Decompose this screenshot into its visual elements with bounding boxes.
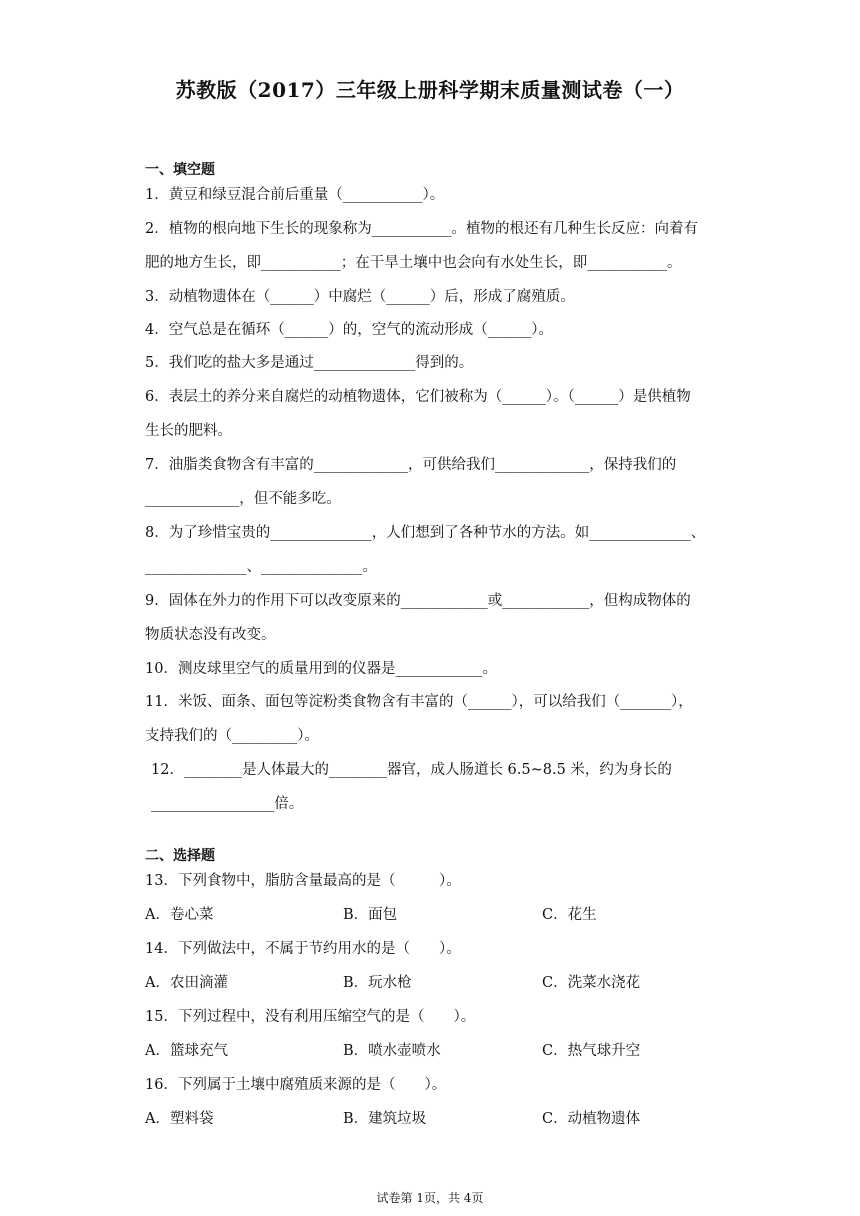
page-footer: 试卷第 1页，共 4页 xyxy=(376,1191,484,1205)
question-14: 14．下列做法中，不属于节约用水的是（ ）。 xyxy=(145,941,461,957)
question-16-option-b: B．建筑垃圾 xyxy=(343,1111,427,1127)
question-12-line-2: _________________倍。 xyxy=(151,796,304,812)
question-11-line-1: 11．米饭、面条、面包等淀粉类食物含有丰富的（______），可以给我们（_______）， xyxy=(145,694,693,710)
question-6-line-2: 生长的肥料。 xyxy=(145,423,232,439)
question-1: 1．黄豆和绿豆混合前后重量（___________）。 xyxy=(145,187,445,203)
question-10: 10．测皮球里空气的质量用到的仪器是____________。 xyxy=(145,661,497,677)
question-16-option-c: C．动植物遗体 xyxy=(542,1111,641,1127)
question-15: 15．下列过程中，没有利用压缩空气的是（ ）。 xyxy=(145,1009,476,1025)
question-14-option-c: C．洗菜水浇花 xyxy=(542,975,641,991)
question-16: 16．下列属于土壤中腐殖质来源的是（ ）。 xyxy=(145,1077,447,1093)
question-8-line-1: 8．为了珍惜宝贵的______________，人们想到了各种节水的方法。如______________、 xyxy=(145,525,706,541)
question-16-option-a: A．塑料袋 xyxy=(145,1111,214,1127)
question-4: 4．空气总是在循环（______）的，空气的流动形成（______）。 xyxy=(145,322,553,338)
question-13-option-a: A．卷心菜 xyxy=(145,907,214,923)
question-11-line-2: 支持我们的（_________）。 xyxy=(145,728,319,744)
question-7-line-1: 7．油脂类食物含有丰富的_____________，可供给我们_____________，保持我们的 xyxy=(145,457,677,473)
question-5: 5．我们吃的盐大多是通过______________得到的。 xyxy=(145,355,474,371)
question-9-line-1: 9．固体在外力的作用下可以改变原来的____________或____________，但构成物体的 xyxy=(145,593,691,609)
question-15-option-a: A．篮球充气 xyxy=(145,1043,228,1059)
page-title: 苏教版（2017）三年级上册科学期末质量测试卷（一） xyxy=(175,78,685,102)
question-15-option-c: C．热气球升空 xyxy=(542,1043,641,1059)
question-9-line-2: 物质状态没有改变。 xyxy=(145,627,276,643)
question-8-line-2: ______________、______________。 xyxy=(145,559,377,575)
question-13-option-b: B．面包 xyxy=(343,907,398,923)
question-14-option-b: B．玩水枪 xyxy=(343,975,412,991)
question-2-line-1: 2．植物的根向地下生长的现象称为___________。植物的根还有几种生长反应：向着有 xyxy=(145,221,698,237)
question-13-option-c: C．花生 xyxy=(542,907,597,923)
question-13: 13．下列食物中，脂肪含量最高的是（ ）。 xyxy=(145,873,461,889)
question-12-line-1: 12．________是人体最大的________器官，成人肠道长 6.5~8.5 米，约为身长的 xyxy=(151,762,672,778)
question-15-option-b: B．喷水壶喷水 xyxy=(343,1043,441,1059)
question-7-line-2: _____________，但不能多吃。 xyxy=(145,491,341,507)
question-14-option-a: A．农田滴灌 xyxy=(145,975,228,991)
section-heading-fill-in: 一、填空题 xyxy=(145,162,215,178)
question-3: 3．动植物遗体在（______）中腐烂（______）后，形成了腐殖质。 xyxy=(145,289,575,305)
question-6-line-1: 6．表层土的养分来自腐烂的动植物遗体，它们被称为（______）。（______）是供植物 xyxy=(145,389,691,405)
question-2-line-2: 肥的地方生长，即___________；在干旱土壤中也会向有水处生长，即___________。 xyxy=(145,255,682,271)
section-heading-multiple-choice: 二、选择题 xyxy=(145,848,215,864)
